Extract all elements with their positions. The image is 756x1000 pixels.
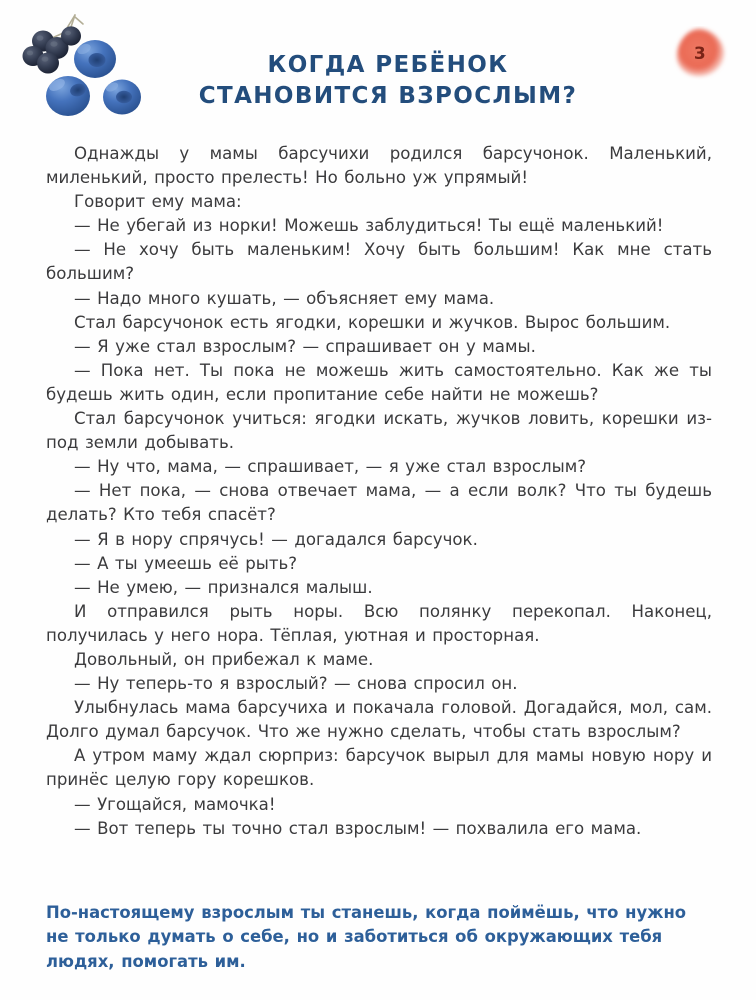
blackcurrant-cluster (23, 26, 82, 73)
story-paragraph: Однажды у мамы барсучихи родился барсучонок. Маленький, миленький, просто прелесть! Но больно уж упрямый! (46, 144, 712, 188)
story-paragraph: — Ну теперь-то я взрослый? — снова спросил он. (74, 674, 518, 694)
story-paragraph: И отправился рыть норы. Всю полянку перекопал. Наконец, получилась у него нора. Тёплая, уютная и просторная. (46, 601, 712, 645)
page-title-line-2: СТАНОВИТСЯ ВЗРОСЛЫМ? (198, 83, 578, 109)
blueberry-bottom-right (103, 80, 141, 115)
moral-block (46, 901, 712, 974)
story-paragraph: — Пока нет. Ты пока не можешь жить самостоятельно. Как же ты будешь жить один, если пропитание себе найти не можешь? (46, 360, 712, 404)
berries-illustration (12, 8, 142, 128)
story-paragraph: — Не хочу быть маленьким! Хочу быть большим! Как мне стать большим? (46, 240, 712, 284)
story-paragraph: — Я в нору спрячусь! — догадался барсучок. (74, 529, 478, 549)
moral-text: По-настоящему взрослым ты станешь, когда поймёшь, что нужно не только думать о себе, но и заботиться об окружающих тебя людях, помогать им. (46, 903, 687, 971)
story-paragraph: — Нет пока, — снова отвечает мама, — а если волк? Что ты будешь делать? Кто тебя спасёт? (46, 481, 712, 525)
story-paragraph: — Не убегай из норки! Можешь заблудиться! Ты ещё маленький! (74, 216, 664, 236)
page-number-badge (672, 26, 728, 80)
page-title (178, 50, 598, 112)
page-title-line-1: КОГДА РЕБЁНОК (267, 52, 509, 78)
story-paragraph: — Вот теперь ты точно стал взрослым! — похвалила его мама. (74, 818, 642, 838)
story-paragraph: А утром маму ждал сюрприз: барсучок вырыл для мамы новую нору и принёс целую гору корешков. (46, 746, 712, 790)
story-paragraph: — Угощайся, мамочка! (74, 794, 276, 814)
page-number-text: 3 (693, 44, 707, 64)
story-body (46, 142, 712, 841)
story-paragraph: — Я уже стал взрослым? — спрашивает он у мамы. (74, 336, 536, 356)
story-paragraph: Улыбнулась мама барсучиха и покачала головой. Догадайся, мол, сам. Долго думал барсучок. Что же нужно сделать, чтобы стать взрослым? (46, 698, 712, 742)
story-paragraph: Довольный, он прибежал к маме. (74, 649, 374, 669)
page-header (0, 0, 756, 140)
story-paragraph: Говорит ему мама: (74, 192, 242, 212)
story-paragraph: — Не умею, — признался малыш. (74, 577, 373, 597)
story-paragraph: — Надо много кушать, — объясняет ему мама. (74, 288, 495, 308)
blueberry-bottom-left (46, 76, 90, 116)
story-paragraph: — Ну что, мама, — спрашивает, — я уже стал взрослым? (74, 457, 587, 477)
story-paragraph: Стал барсучонок есть ягодки, корешки и жучков. Вырос большим. (74, 312, 671, 332)
blueberry-top-right (74, 40, 116, 78)
story-paragraph: Стал барсучонок учиться: ягодки искать, жучков ловить, корешки из-под земли добывать. (46, 409, 712, 453)
story-paragraph: — А ты умеешь её рыть? (74, 553, 298, 573)
